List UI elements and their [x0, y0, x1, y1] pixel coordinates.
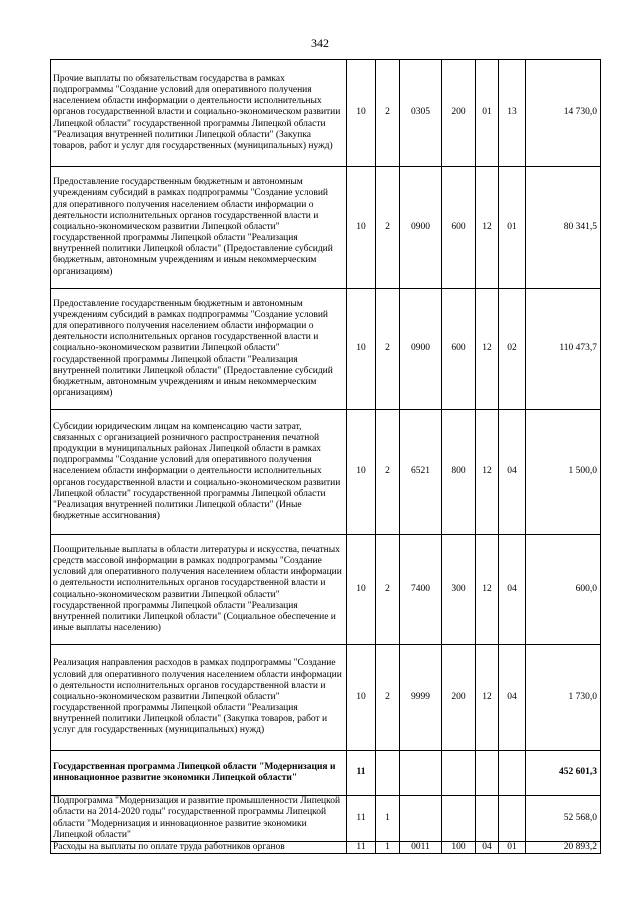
code-cell-1: 10 — [347, 60, 376, 167]
code-cell-2: 2 — [376, 289, 400, 410]
table-row — [51, 410, 601, 535]
description-cell: Государственная программа Липецкой области "Модернизация и инновационное развитие экономики Липецкой области" — [51, 751, 347, 796]
code-cell-3: 0011 — [400, 842, 442, 854]
description-cell: Поощрительные выплаты в области литературы и искусства, печатных средств массовой информации в рамках подпрограммы "Создание условий для оперативного получения населением области информации о деятельности исполнительных органов государственной власти и социально-экономическом развитии Липецкой области" государственной программы Липецкой области "Реализация внутренней политики Липецкой области" (Социальное обеспечение и иные выплаты населению) — [51, 535, 347, 645]
code-cell-2 — [376, 751, 400, 796]
code-cell-1: 10 — [347, 410, 376, 535]
code-cell-1: 10 — [347, 645, 376, 751]
code-cell-5: 12 — [476, 645, 499, 751]
description-cell: Подпрограмма "Модернизация и развитие промышленности Липецкой области на 2014-2020 годы" государственной программы Липецкой области "Модернизация и инновационное развитие экономики Липецкой области" — [51, 796, 347, 842]
code-cell-4: 600 — [442, 167, 476, 289]
code-cell-6: 02 — [499, 289, 526, 410]
code-cell-3 — [400, 751, 442, 796]
description-cell: Субсидии юридическим лицам на компенсацию части затрат, связанных с организацией розничного распространения печатной продукции в муниципальных районах Липецкой области в рамках подпрограммы "Создание условий для оперативного получения населением области информации о деятельности исполнительных органов государственной власти и социально-экономическом развитии Липецкой области" государственной программы Липецкой области "Реализация внутренней политики Липецкой области" (Иные бюджетные ассигнования) — [51, 410, 347, 535]
code-cell-3 — [400, 796, 442, 842]
code-cell-3: 6521 — [400, 410, 442, 535]
code-cell-6: 01 — [499, 167, 526, 289]
code-cell-2: 2 — [376, 60, 400, 167]
code-cell-6: 04 — [499, 410, 526, 535]
code-cell-5 — [476, 796, 499, 842]
code-cell-3: 0900 — [400, 167, 442, 289]
amount-cell: 600,0 — [526, 535, 601, 645]
amount-cell: 1 500,0 — [526, 410, 601, 535]
code-cell-1: 10 — [347, 167, 376, 289]
code-cell-6: 04 — [499, 645, 526, 751]
code-cell-5: 01 — [476, 60, 499, 167]
code-cell-1: 10 — [347, 289, 376, 410]
code-cell-2: 2 — [376, 410, 400, 535]
code-cell-4: 300 — [442, 535, 476, 645]
description-cell: Реализация направления расходов в рамках подпрограммы "Создание условий для оперативного получения населением области информации о деятельности исполнительных органов государственной власти и социально-экономическом развитии Липецкой области" государственной программы Липецкой области "Реализация внутренней политики Липецкой области" (Закупка товаров, работ и услуг для государственных (муниципальных) нужд) — [51, 645, 347, 751]
code-cell-1: 11 — [347, 796, 376, 842]
code-cell-5: 12 — [476, 289, 499, 410]
amount-cell: 20 893,2 — [526, 842, 601, 854]
code-cell-6: 13 — [499, 60, 526, 167]
code-cell-4: 100 — [442, 842, 476, 854]
code-cell-1: 11 — [347, 751, 376, 796]
amount-cell: 452 601,3 — [526, 751, 601, 796]
code-cell-6 — [499, 796, 526, 842]
table-row — [51, 842, 601, 854]
code-cell-1: 10 — [347, 535, 376, 645]
code-cell-1: 11 — [347, 842, 376, 854]
table-row — [51, 535, 601, 645]
amount-cell: 80 341,5 — [526, 167, 601, 289]
table-row — [51, 645, 601, 751]
code-cell-5: 12 — [476, 167, 499, 289]
code-cell-5: 04 — [476, 842, 499, 854]
description-cell: Предоставление государственным бюджетным и автономным учреждениям субсидий в рамках подпрограммы "Создание условий для оперативного получения населением области информации о деятельности исполнительных органов государственной власти и социально-экономическом развитии Липецкой области" государственной программы Липецкой области "Реализация внутренней политики Липецкой области" (Предоставление субсидий бюджетным, автономным учреждениям и иным некоммерческим организациям) — [51, 167, 347, 289]
code-cell-4: 800 — [442, 410, 476, 535]
code-cell-2: 2 — [376, 167, 400, 289]
code-cell-5: 12 — [476, 410, 499, 535]
code-cell-3: 9999 — [400, 645, 442, 751]
code-cell-3: 0900 — [400, 289, 442, 410]
code-cell-4 — [442, 796, 476, 842]
description-cell: Прочие выплаты по обязательствам государства в рамках подпрограммы "Создание условий для оперативного получения населением области информации о деятельности исполнительных органов государственной власти и социально-экономическом развитии Липецкой области" государственной программы Липецкой области "Реализация внутренней политики Липецкой области" (Закупка товаров, работ и услуг для государственных (муниципальных) нужд) — [51, 60, 347, 167]
table-row — [51, 751, 601, 796]
table-row — [51, 796, 601, 842]
code-cell-3: 7400 — [400, 535, 442, 645]
code-cell-4: 200 — [442, 60, 476, 167]
code-cell-5 — [476, 751, 499, 796]
amount-cell: 110 473,7 — [526, 289, 601, 410]
code-cell-4: 600 — [442, 289, 476, 410]
code-cell-2: 1 — [376, 796, 400, 842]
table-row — [51, 167, 601, 289]
code-cell-2: 2 — [376, 645, 400, 751]
table-row — [51, 289, 601, 410]
code-cell-6 — [499, 751, 526, 796]
budget-table — [50, 59, 601, 854]
code-cell-5: 12 — [476, 535, 499, 645]
code-cell-6: 04 — [499, 535, 526, 645]
description-cell: Предоставление государственным бюджетным и автономным учреждениям субсидий в рамках подпрограммы "Создание условий для оперативного получения населением области информации о деятельности исполнительных органов государственной власти и социально-экономическом развитии Липецкой области" государственной программы Липецкой области "Реализация внутренней политики Липецкой области" (Предоставление субсидий бюджетным, автономным учреждениям и иным некоммерческим организациям) — [51, 289, 347, 410]
amount-cell: 14 730,0 — [526, 60, 601, 167]
amount-cell: 1 730,0 — [526, 645, 601, 751]
code-cell-2: 2 — [376, 535, 400, 645]
table-row — [51, 60, 601, 167]
code-cell-4 — [442, 751, 476, 796]
code-cell-4: 200 — [442, 645, 476, 751]
description-cell: Расходы на выплаты по оплате труда работников органов — [51, 842, 347, 854]
page-number: 342 — [311, 36, 329, 50]
amount-cell: 52 568,0 — [526, 796, 601, 842]
code-cell-6: 01 — [499, 842, 526, 854]
code-cell-2: 1 — [376, 842, 400, 854]
code-cell-3: 0305 — [400, 60, 442, 167]
